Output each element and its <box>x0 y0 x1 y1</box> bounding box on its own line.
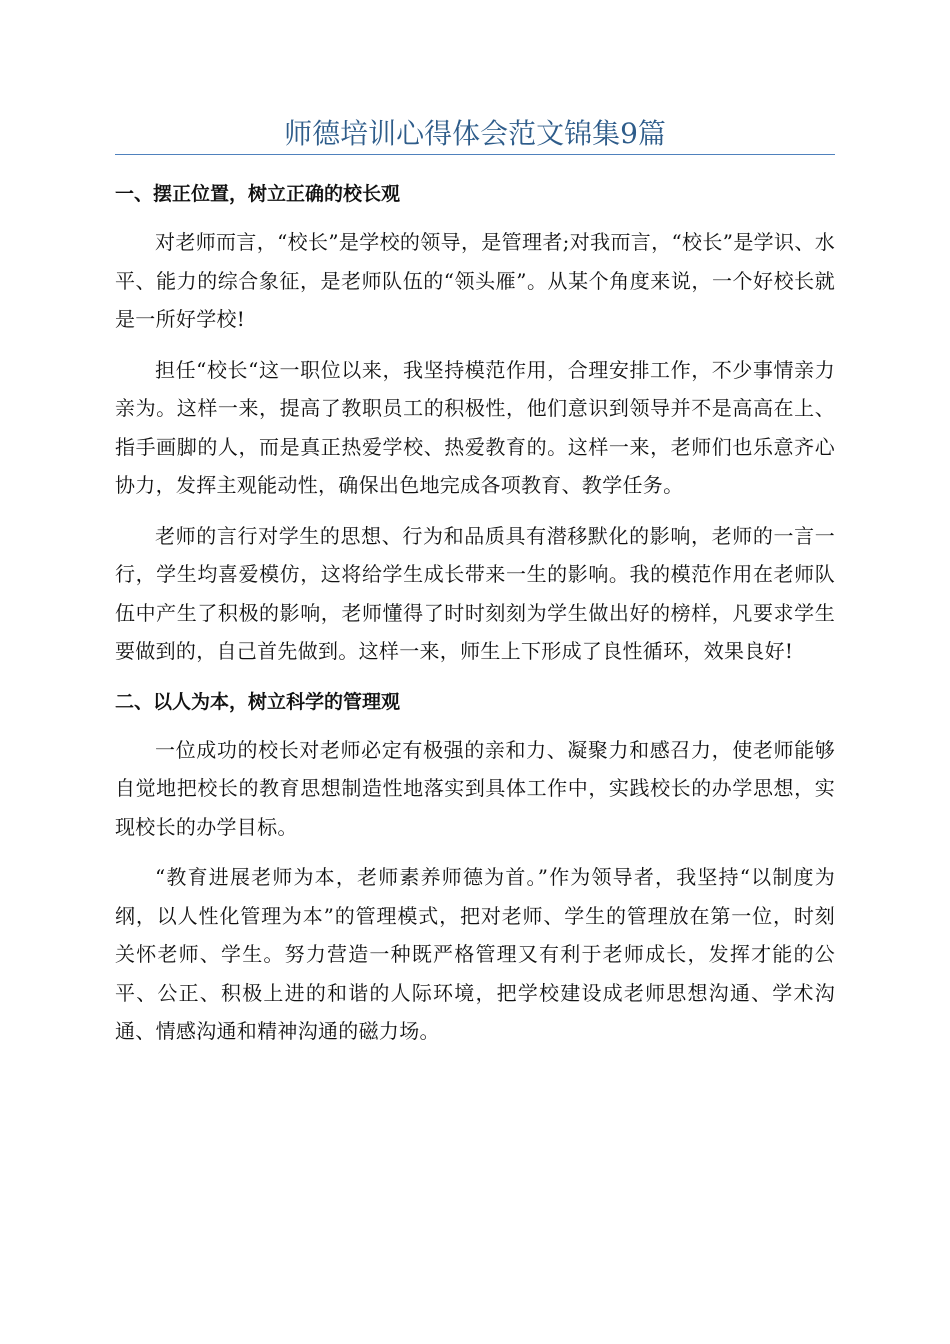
title-underline <box>115 154 835 155</box>
paragraph: 担任“校长“这一职位以来，我坚持模范作用，合理安排工作，不少事情亲力亲为。这样一来，提高了教职员工的积极性，他们意识到领导并不是高高在上、指手画脚的人，而是真正热爱学校、热爱教育的。这样一来，老师们也乐意齐心协力，发挥主观能动性，确保出色地完成各项教育、教学任务。 <box>115 357 835 497</box>
section-heading-1: 一、摆正位置，树立正确的校长观 <box>115 183 401 205</box>
document-body <box>115 175 835 1063</box>
paragraph: “教育进展老师为本，老师素养师德为首。”作为领导者，我坚持“以制度为纲，以人性化管理为本”的管理模式，把对老师、学生的管理放在第一位，时刻关怀老师、学生。努力营造一种既严格管理又有利于老师成长，发挥才能的公平、公正、积极上进的和谐的人际环境，把学校建设成老师思想沟通、学术沟通、情感沟通和精神沟通的磁力场。 <box>115 865 835 1043</box>
paragraph: 一位成功的校长对老师必定有极强的亲和力、凝聚力和感召力，使老师能够自觉地把校长的教育思想制造性地落实到具体工作中，实践校长的办学思想，实现校长的办学目标。 <box>115 737 835 839</box>
paragraph: 对老师而言，“校长”是学校的领导，是管理者;对我而言，“校长”是学识、水平、能力的综合象征，是老师队伍的“领头雁”。从某个角度来说，一个好校长就是一所好学校! <box>115 230 835 331</box>
paragraph: 老师的言行对学生的思想、行为和品质具有潜移默化的影响，老师的一言一行，学生均喜爱模仿，这将给学生成长带来一生的影响。我的模范作用在老师队伍中产生了积极的影响，老师懂得了时时刻刻为学生做出好的榜样，凡要求学生要做到的，自己首先做到。这样一来，师生上下形成了良性循环，效果良好! <box>115 523 835 663</box>
document-title: 师德培训心得体会范文锦集9篇 <box>284 117 666 150</box>
section-heading-2: 二、以人为本，树立科学的管理观 <box>115 690 401 713</box>
